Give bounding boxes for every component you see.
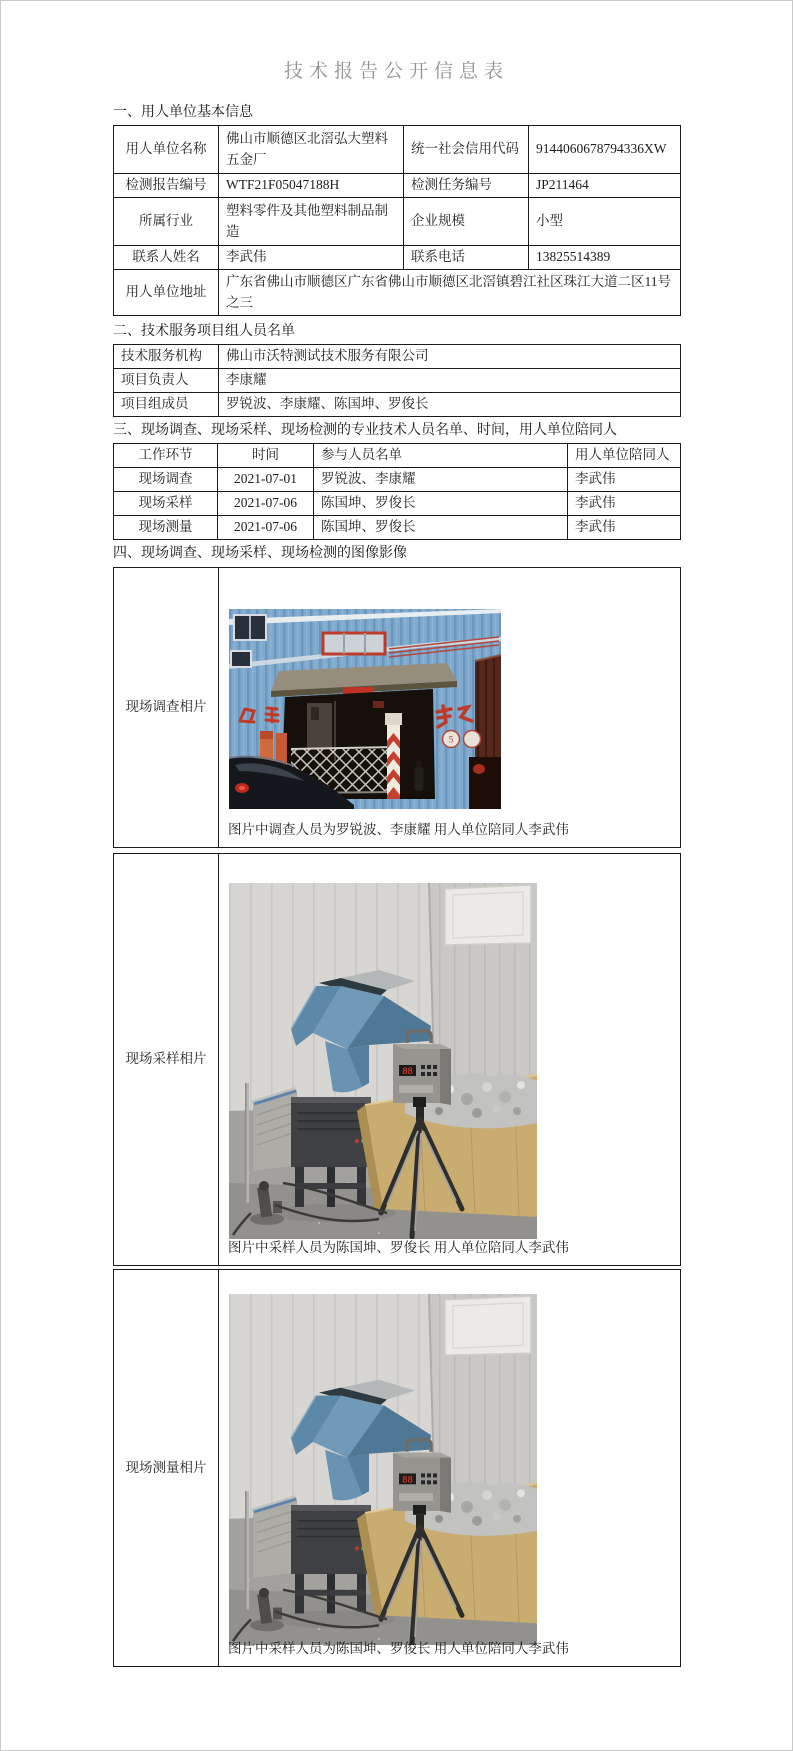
section4-heading: 四、现场调查、现场采样、现场检测的图像影像	[113, 546, 407, 561]
contact-name-label: 联系人姓名	[114, 246, 219, 270]
crusher-machine-illustration	[229, 883, 537, 1239]
table-row	[114, 174, 681, 198]
fieldwork-date: 2021-07-06	[218, 492, 314, 516]
credit-code-label: 统一社会信用代码	[404, 126, 529, 174]
scale-value: 小型	[529, 198, 681, 246]
table-row	[114, 270, 681, 316]
address-label: 用人单位地址	[114, 270, 219, 316]
service-org-label: 技术服务机构	[114, 345, 219, 369]
table-row	[114, 126, 681, 174]
project-lead-label: 项目负责人	[114, 369, 219, 393]
employer-info-table	[113, 125, 681, 316]
fieldwork-date: 2021-07-06	[218, 516, 314, 540]
sampling-photo-cell	[219, 854, 681, 1266]
fieldwork-participants: 陈国坤、罗俊长	[314, 492, 568, 516]
table-row	[114, 198, 681, 246]
table-row	[114, 246, 681, 270]
contact-name-value: 李武伟	[219, 246, 404, 270]
measurement-photo-label: 现场测量相片	[114, 1270, 219, 1667]
service-org-value: 佛山市沃特测试技术服务有限公司	[219, 345, 681, 369]
document-title: 技术报告公开信息表	[283, 61, 509, 82]
measurement-photo-block	[113, 1269, 681, 1667]
section3-heading: 三、现场调查、现场采样、现场检测的专业技术人员名单、时间，用人单位陪同人	[113, 423, 617, 438]
fieldwork-participants: 罗锐波、李康耀	[314, 468, 568, 492]
phone-value: 13825514389	[529, 246, 681, 270]
table-row	[114, 393, 681, 417]
table-row	[114, 345, 681, 369]
sampling-photo	[229, 883, 673, 1239]
crusher-machine-illustration	[229, 1294, 537, 1645]
table-header-row	[114, 444, 681, 468]
phone-label: 联系电话	[404, 246, 529, 270]
fieldwork-step: 现场测量	[114, 516, 218, 540]
survey-photo-block	[113, 567, 681, 848]
survey-photo-label: 现场调查相片	[114, 568, 219, 848]
fieldwork-escort: 李武伟	[568, 468, 681, 492]
table-row	[114, 516, 681, 540]
fieldwork-step: 现场调查	[114, 468, 218, 492]
measurement-photo	[229, 1294, 673, 1645]
col-header-step: 工作环节	[114, 444, 218, 468]
report-no-value: WTF21F05047188H	[219, 174, 404, 198]
col-header-escort: 用人单位陪同人	[568, 444, 681, 468]
table-row	[114, 568, 681, 848]
table-row	[114, 369, 681, 393]
fieldwork-step: 现场采样	[114, 492, 218, 516]
factory-entrance-illustration	[229, 609, 501, 809]
photo-caption: 图片中采样人员为陈国坤、罗俊长 用人单位陪同人李武伟	[228, 1641, 569, 1657]
report-no-label: 检测报告编号	[114, 174, 219, 198]
industry-value: 塑料零件及其他塑料制品制造	[219, 198, 404, 246]
table-row	[114, 492, 681, 516]
industry-label: 所属行业	[114, 198, 219, 246]
table-row	[114, 1270, 681, 1667]
project-lead-value: 李康耀	[219, 369, 681, 393]
report-content	[113, 1, 680, 1667]
sampling-photo-block	[113, 853, 681, 1266]
photo-caption: 图片中采样人员为陈国坤、罗俊长 用人单位陪同人李武伟	[228, 1240, 569, 1256]
sampling-photo-label: 现场采样相片	[114, 854, 219, 1266]
col-header-date: 时间	[218, 444, 314, 468]
employer-name-value: 佛山市顺德区北滘弘大塑料五金厂	[219, 126, 404, 174]
measurement-photo-cell	[219, 1270, 681, 1667]
fieldwork-participants: 陈国坤、罗俊长	[314, 516, 568, 540]
project-members-value: 罗锐波、李康耀、陈国坤、罗俊长	[219, 393, 681, 417]
survey-photo-cell	[219, 568, 681, 848]
service-team-table	[113, 344, 681, 417]
employer-name-label: 用人单位名称	[114, 126, 219, 174]
fieldwork-date: 2021-07-01	[218, 468, 314, 492]
credit-code-value: 9144060678794336XW	[529, 126, 681, 174]
project-members-label: 项目组成员	[114, 393, 219, 417]
survey-photo	[229, 609, 673, 809]
task-no-value: JP211464	[529, 174, 681, 198]
scale-label: 企业规模	[404, 198, 529, 246]
fieldwork-table	[113, 443, 681, 540]
address-value: 广东省佛山市顺德区广东省佛山市顺德区北滘镇碧江社区珠江大道二区11号之三	[219, 270, 681, 316]
fieldwork-escort: 李武伟	[568, 492, 681, 516]
table-row	[114, 468, 681, 492]
section1-heading: 一、用人单位基本信息	[113, 105, 253, 120]
table-row	[114, 854, 681, 1266]
photo-caption: 图片中调查人员为罗锐波、李康耀 用人单位陪同人李武伟	[228, 822, 569, 838]
fieldwork-escort: 李武伟	[568, 516, 681, 540]
section2-heading: 二、技术服务项目组人员名单	[113, 324, 295, 339]
col-header-participants: 参与人员名单	[314, 444, 568, 468]
task-no-label: 检测任务编号	[404, 174, 529, 198]
